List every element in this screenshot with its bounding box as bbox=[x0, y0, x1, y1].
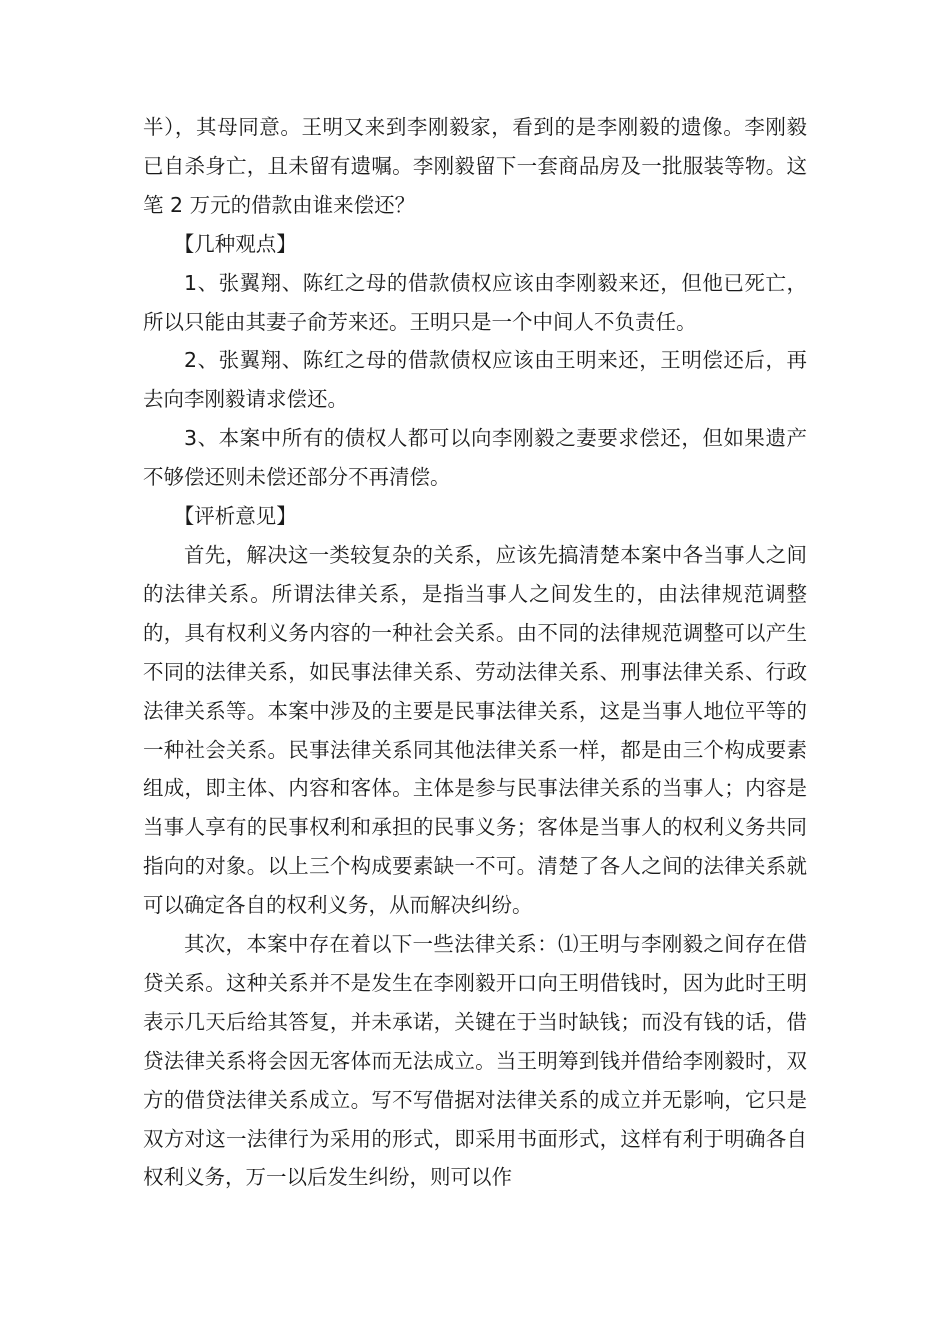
viewpoint-3: 3、本案中所有的债权人都可以向李刚毅之妻要求偿还，但如果遗产不够偿还则未偿还部分不再清偿。 bbox=[143, 426, 807, 490]
paragraph-continuation: 半），其母同意。王明又来到李刚毅家，看到的是李刚毅的遗像。李刚毅已自杀身亡，且未留有遗嘱。李刚毅留下一套商品房及一批服装等物。这笔 2 万元的借款由谁来偿还？ bbox=[143, 115, 807, 217]
section-heading-analysis: 【评析意见】 bbox=[173, 504, 297, 529]
viewpoint-1: 1、张翼翔、陈红之母的借款债权应该由李刚毅来还，但他已死亡，所以只能由其妻子俞芳来还。王明只是一个中间人不负责任。 bbox=[143, 270, 807, 334]
document-page bbox=[143, 108, 807, 1197]
section-heading-viewpoints: 【几种观点】 bbox=[173, 231, 297, 256]
analysis-paragraph-2: 其次，本案中存在着以下一些法律关系：⑴王明与李刚毅之间存在借贷关系。这种关系并不是发生在李刚毅开口向王明借钱时，因为此时王明表示几天后给其答复，并未承诺，关键在于当时缺钱；而没有钱的话，借贷法律关系将会因无客体而无法成立。当王明筹到钱并借给李刚毅时，双方的借贷法律关系成立。写不写借据对法律关系的成立并无影响，它只是双方对这一法律行为采用的形式，即采用书面形式，这样有利于明确各自权利义务，万一以后发生纠纷，则可以作 bbox=[143, 932, 807, 1190]
viewpoint-2: 2、张翼翔、陈红之母的借款债权应该由王明来还，王明偿还后，再去向李刚毅请求偿还。 bbox=[143, 348, 807, 412]
analysis-paragraph-1: 首先，解决这一类较复杂的关系，应该先搞清楚本案中各当事人之间的法律关系。所谓法律关系，是指当事人之间发生的，由法律规范调整的，具有权利义务内容的一种社会关系。由不同的法律规范调整可以产生不同的法律关系，如民事法律关系、劳动法律关系、刑事法律关系、行政法律关系等。本案中涉及的主要是民事法律关系，这是当事人地位平等的一种社会关系。民事法律关系同其他法律关系一样，都是由三个构成要素组成，即主体、内容和客体。主体是参与民事法律关系的当事人；内容是当事人享有的民事权利和承担的民事义务；客体是当事人的权利义务共同指向的对象。以上三个构成要素缺一不可。清楚了各人之间的法律关系就可以确定各自的权利义务，从而解决纠纷。 bbox=[143, 542, 807, 918]
